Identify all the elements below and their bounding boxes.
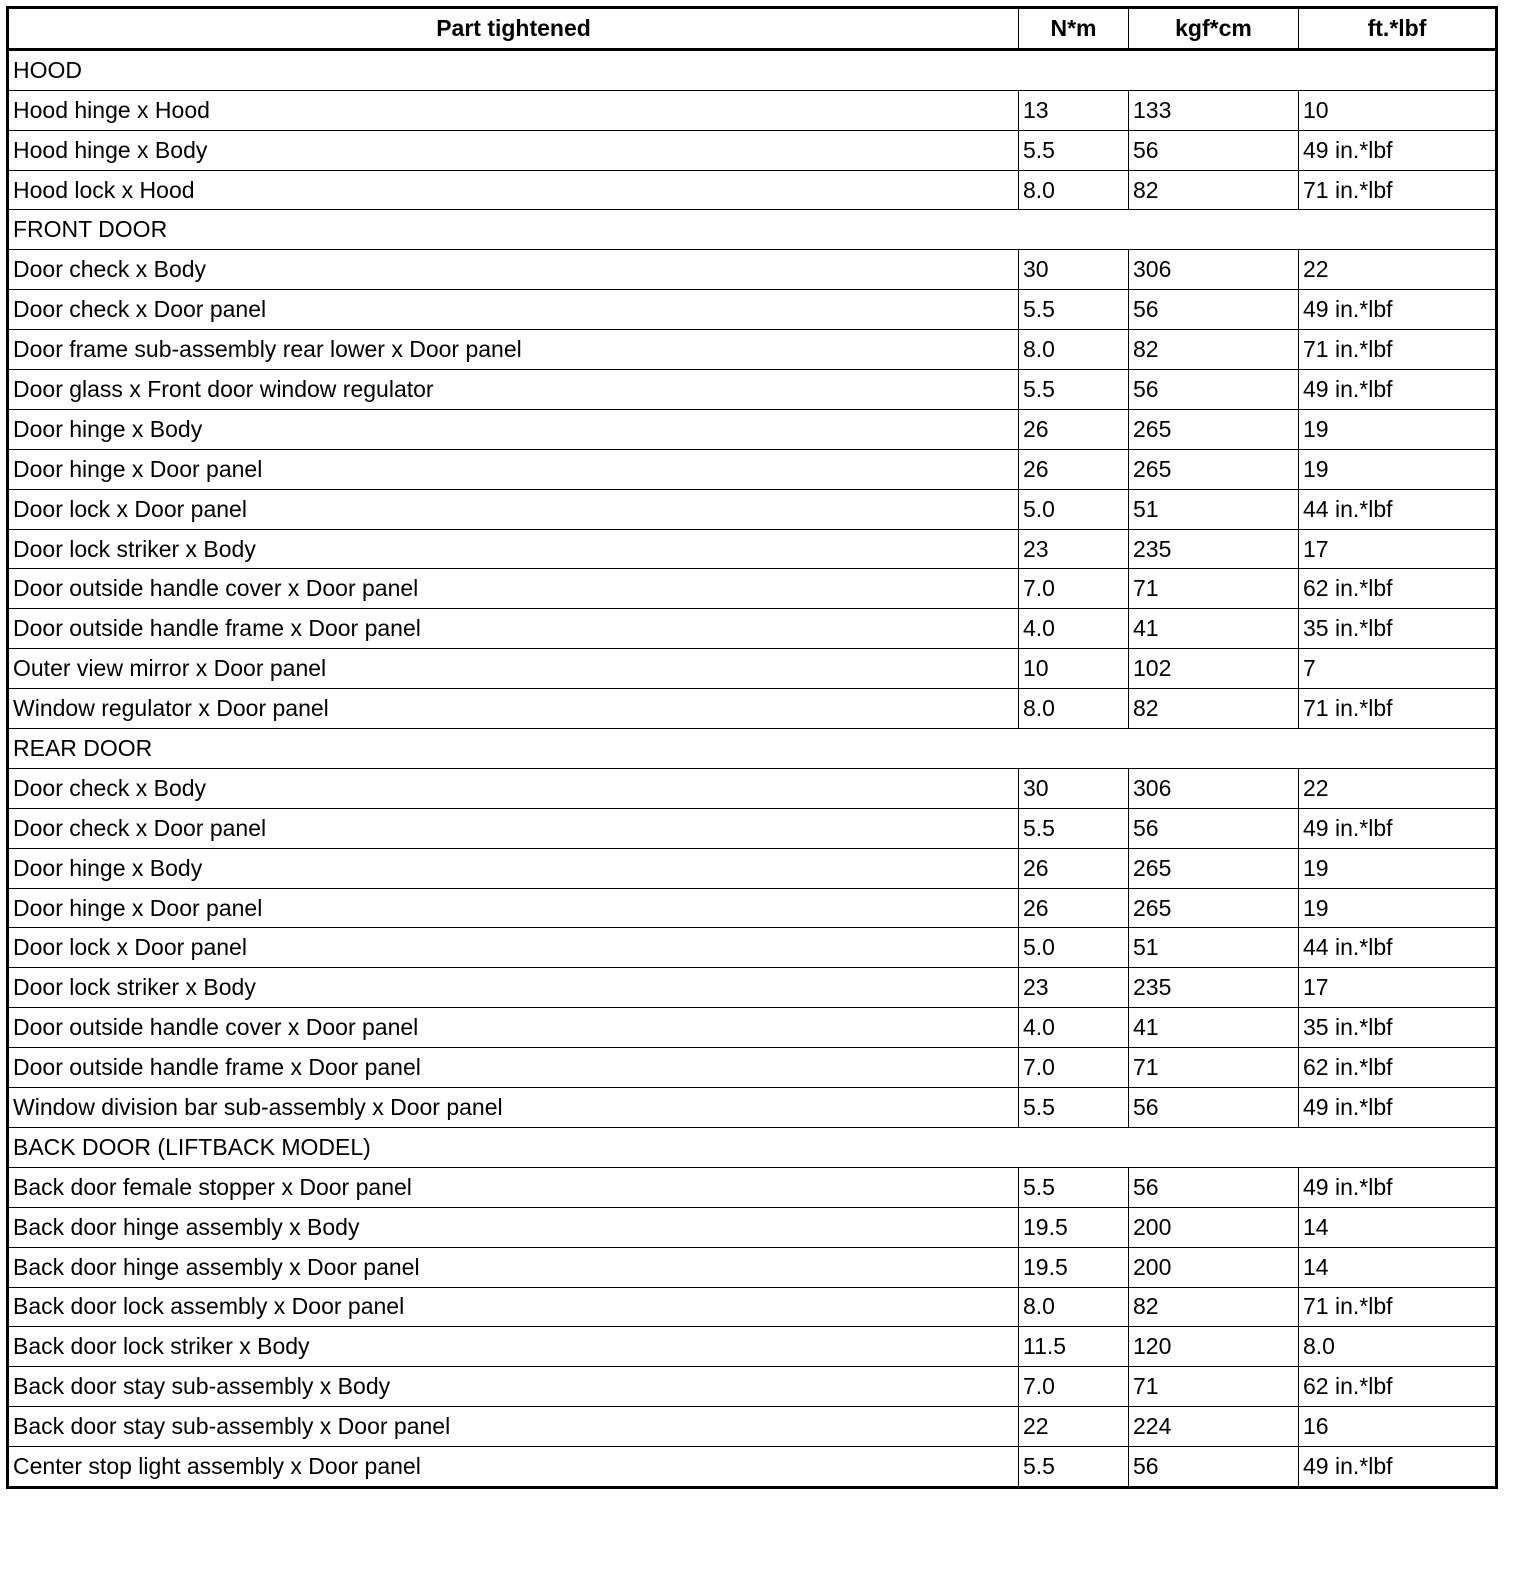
ft-lbf-cell: 44 in.*lbf — [1299, 489, 1497, 529]
ft-lbf-cell: 17 — [1299, 968, 1497, 1008]
part-cell: Door check x Door panel — [8, 808, 1019, 848]
table-row — [8, 1367, 1497, 1407]
section-title: REAR DOOR — [8, 729, 1497, 769]
ft-lbf-cell: 19 — [1299, 888, 1497, 928]
table-header — [8, 8, 1497, 50]
nm-cell: 19.5 — [1019, 1247, 1129, 1287]
ft-lbf-cell: 19 — [1299, 848, 1497, 888]
kgf-cm-cell: 56 — [1129, 290, 1299, 330]
kgf-cm-cell: 200 — [1129, 1247, 1299, 1287]
nm-cell: 30 — [1019, 250, 1129, 290]
table-row — [8, 1207, 1497, 1247]
ft-lbf-cell: 49 in.*lbf — [1299, 1167, 1497, 1207]
kgf-cm-cell: 56 — [1129, 808, 1299, 848]
table-row — [8, 569, 1497, 609]
nm-cell: 5.5 — [1019, 130, 1129, 170]
table-row — [8, 409, 1497, 449]
ft-lbf-cell: 49 in.*lbf — [1299, 1088, 1497, 1128]
table-row — [8, 768, 1497, 808]
table-row — [8, 808, 1497, 848]
nm-cell: 5.5 — [1019, 1447, 1129, 1488]
ft-lbf-cell: 7 — [1299, 649, 1497, 689]
kgf-cm-cell: 120 — [1129, 1327, 1299, 1367]
table-row — [8, 649, 1497, 689]
part-cell: Door lock x Door panel — [8, 928, 1019, 968]
ft-lbf-cell: 44 in.*lbf — [1299, 928, 1497, 968]
ft-lbf-cell: 14 — [1299, 1207, 1497, 1247]
part-cell: Hood hinge x Body — [8, 130, 1019, 170]
nm-cell: 8.0 — [1019, 330, 1129, 370]
nm-cell: 5.5 — [1019, 808, 1129, 848]
kgf-cm-cell: 71 — [1129, 1048, 1299, 1088]
part-cell: Door hinge x Door panel — [8, 449, 1019, 489]
part-cell: Window regulator x Door panel — [8, 689, 1019, 729]
ft-lbf-cell: 71 in.*lbf — [1299, 1287, 1497, 1327]
nm-cell: 5.5 — [1019, 290, 1129, 330]
header-nm: N*m — [1019, 8, 1129, 50]
kgf-cm-cell: 56 — [1129, 370, 1299, 410]
nm-cell: 4.0 — [1019, 1008, 1129, 1048]
table-row — [8, 1167, 1497, 1207]
nm-cell: 8.0 — [1019, 1287, 1129, 1327]
header-part-tightened: Part tightened — [8, 8, 1019, 50]
section-title: BACK DOOR (LIFTBACK MODEL) — [8, 1127, 1497, 1167]
ft-lbf-cell: 22 — [1299, 250, 1497, 290]
kgf-cm-cell: 265 — [1129, 848, 1299, 888]
kgf-cm-cell: 102 — [1129, 649, 1299, 689]
part-cell: Door hinge x Body — [8, 848, 1019, 888]
section-row — [8, 210, 1497, 250]
part-cell: Back door hinge assembly x Door panel — [8, 1247, 1019, 1287]
ft-lbf-cell: 62 in.*lbf — [1299, 1048, 1497, 1088]
table-row — [8, 888, 1497, 928]
nm-cell: 26 — [1019, 409, 1129, 449]
table-row — [8, 330, 1497, 370]
ft-lbf-cell: 71 in.*lbf — [1299, 330, 1497, 370]
ft-lbf-cell: 62 in.*lbf — [1299, 569, 1497, 609]
part-cell: Door outside handle cover x Door panel — [8, 569, 1019, 609]
kgf-cm-cell: 235 — [1129, 529, 1299, 569]
kgf-cm-cell: 71 — [1129, 569, 1299, 609]
ft-lbf-cell: 17 — [1299, 529, 1497, 569]
part-cell: Hood hinge x Hood — [8, 90, 1019, 130]
part-cell: Door outside handle frame x Door panel — [8, 1048, 1019, 1088]
ft-lbf-cell: 14 — [1299, 1247, 1497, 1287]
table-row — [8, 1048, 1497, 1088]
section-title: FRONT DOOR — [8, 210, 1497, 250]
table-row — [8, 609, 1497, 649]
torque-spec-table — [6, 6, 1498, 1489]
kgf-cm-cell: 56 — [1129, 130, 1299, 170]
kgf-cm-cell: 56 — [1129, 1167, 1299, 1207]
kgf-cm-cell: 133 — [1129, 90, 1299, 130]
kgf-cm-cell: 82 — [1129, 330, 1299, 370]
table-row — [8, 1327, 1497, 1367]
nm-cell: 5.0 — [1019, 489, 1129, 529]
nm-cell: 13 — [1019, 90, 1129, 130]
part-cell: Door lock striker x Body — [8, 529, 1019, 569]
ft-lbf-cell: 49 in.*lbf — [1299, 290, 1497, 330]
part-cell: Door lock x Door panel — [8, 489, 1019, 529]
table-row — [8, 689, 1497, 729]
part-cell: Door lock striker x Body — [8, 968, 1019, 1008]
table-row — [8, 1287, 1497, 1327]
kgf-cm-cell: 224 — [1129, 1407, 1299, 1447]
ft-lbf-cell: 35 in.*lbf — [1299, 1008, 1497, 1048]
part-cell: Back door female stopper x Door panel — [8, 1167, 1019, 1207]
ft-lbf-cell: 35 in.*lbf — [1299, 609, 1497, 649]
nm-cell: 7.0 — [1019, 1048, 1129, 1088]
ft-lbf-cell: 8.0 — [1299, 1327, 1497, 1367]
nm-cell: 8.0 — [1019, 170, 1129, 210]
header-ft-lbf: ft.*lbf — [1299, 8, 1497, 50]
part-cell: Back door lock striker x Body — [8, 1327, 1019, 1367]
ft-lbf-cell: 49 in.*lbf — [1299, 370, 1497, 410]
ft-lbf-cell: 49 in.*lbf — [1299, 130, 1497, 170]
ft-lbf-cell: 19 — [1299, 409, 1497, 449]
nm-cell: 7.0 — [1019, 1367, 1129, 1407]
part-cell: Hood lock x Hood — [8, 170, 1019, 210]
kgf-cm-cell: 265 — [1129, 449, 1299, 489]
table-row — [8, 848, 1497, 888]
ft-lbf-cell: 10 — [1299, 90, 1497, 130]
table-row — [8, 250, 1497, 290]
part-cell: Center stop light assembly x Door panel — [8, 1447, 1019, 1488]
nm-cell: 23 — [1019, 529, 1129, 569]
ft-lbf-cell: 49 in.*lbf — [1299, 1447, 1497, 1488]
header-row — [8, 8, 1497, 50]
table-row — [8, 1407, 1497, 1447]
kgf-cm-cell: 306 — [1129, 768, 1299, 808]
part-cell: Door outside handle frame x Door panel — [8, 609, 1019, 649]
table-row — [8, 928, 1497, 968]
kgf-cm-cell: 82 — [1129, 1287, 1299, 1327]
nm-cell: 7.0 — [1019, 569, 1129, 609]
nm-cell: 10 — [1019, 649, 1129, 689]
kgf-cm-cell: 82 — [1129, 689, 1299, 729]
part-cell: Back door hinge assembly x Body — [8, 1207, 1019, 1247]
table-row — [8, 170, 1497, 210]
table-row — [8, 130, 1497, 170]
part-cell: Back door stay sub-assembly x Door panel — [8, 1407, 1019, 1447]
section-title: HOOD — [8, 49, 1497, 90]
nm-cell: 26 — [1019, 449, 1129, 489]
kgf-cm-cell: 235 — [1129, 968, 1299, 1008]
table-row — [8, 370, 1497, 410]
part-cell: Back door lock assembly x Door panel — [8, 1287, 1019, 1327]
kgf-cm-cell: 82 — [1129, 170, 1299, 210]
part-cell: Door check x Door panel — [8, 290, 1019, 330]
part-cell: Door hinge x Body — [8, 409, 1019, 449]
nm-cell: 26 — [1019, 848, 1129, 888]
nm-cell: 5.5 — [1019, 1088, 1129, 1128]
part-cell: Outer view mirror x Door panel — [8, 649, 1019, 689]
kgf-cm-cell: 71 — [1129, 1367, 1299, 1407]
kgf-cm-cell: 51 — [1129, 489, 1299, 529]
kgf-cm-cell: 56 — [1129, 1088, 1299, 1128]
nm-cell: 5.0 — [1019, 928, 1129, 968]
table-row — [8, 90, 1497, 130]
ft-lbf-cell: 71 in.*lbf — [1299, 689, 1497, 729]
kgf-cm-cell: 265 — [1129, 888, 1299, 928]
ft-lbf-cell: 62 in.*lbf — [1299, 1367, 1497, 1407]
part-cell: Door frame sub-assembly rear lower x Door panel — [8, 330, 1019, 370]
ft-lbf-cell: 22 — [1299, 768, 1497, 808]
table-body — [8, 49, 1497, 1487]
part-cell: Back door stay sub-assembly x Body — [8, 1367, 1019, 1407]
ft-lbf-cell: 71 in.*lbf — [1299, 170, 1497, 210]
kgf-cm-cell: 200 — [1129, 1207, 1299, 1247]
nm-cell: 26 — [1019, 888, 1129, 928]
ft-lbf-cell: 19 — [1299, 449, 1497, 489]
kgf-cm-cell: 41 — [1129, 609, 1299, 649]
table-row — [8, 1088, 1497, 1128]
nm-cell: 30 — [1019, 768, 1129, 808]
part-cell: Window division bar sub-assembly x Door panel — [8, 1088, 1019, 1128]
table-row — [8, 1247, 1497, 1287]
table-row — [8, 529, 1497, 569]
kgf-cm-cell: 306 — [1129, 250, 1299, 290]
nm-cell: 4.0 — [1019, 609, 1129, 649]
part-cell: Door check x Body — [8, 768, 1019, 808]
part-cell: Door check x Body — [8, 250, 1019, 290]
table-row — [8, 489, 1497, 529]
nm-cell: 11.5 — [1019, 1327, 1129, 1367]
section-row — [8, 49, 1497, 90]
section-row — [8, 1127, 1497, 1167]
nm-cell: 23 — [1019, 968, 1129, 1008]
table-row — [8, 449, 1497, 489]
kgf-cm-cell: 41 — [1129, 1008, 1299, 1048]
table-row — [8, 1447, 1497, 1488]
nm-cell: 8.0 — [1019, 689, 1129, 729]
kgf-cm-cell: 265 — [1129, 409, 1299, 449]
section-row — [8, 729, 1497, 769]
table-row — [8, 968, 1497, 1008]
part-cell: Door outside handle cover x Door panel — [8, 1008, 1019, 1048]
ft-lbf-cell: 16 — [1299, 1407, 1497, 1447]
kgf-cm-cell: 51 — [1129, 928, 1299, 968]
table-row — [8, 1008, 1497, 1048]
part-cell: Door hinge x Door panel — [8, 888, 1019, 928]
nm-cell: 5.5 — [1019, 1167, 1129, 1207]
table-row — [8, 290, 1497, 330]
header-kgf-cm: kgf*cm — [1129, 8, 1299, 50]
nm-cell: 5.5 — [1019, 370, 1129, 410]
part-cell: Door glass x Front door window regulator — [8, 370, 1019, 410]
nm-cell: 22 — [1019, 1407, 1129, 1447]
kgf-cm-cell: 56 — [1129, 1447, 1299, 1488]
ft-lbf-cell: 49 in.*lbf — [1299, 808, 1497, 848]
nm-cell: 19.5 — [1019, 1207, 1129, 1247]
